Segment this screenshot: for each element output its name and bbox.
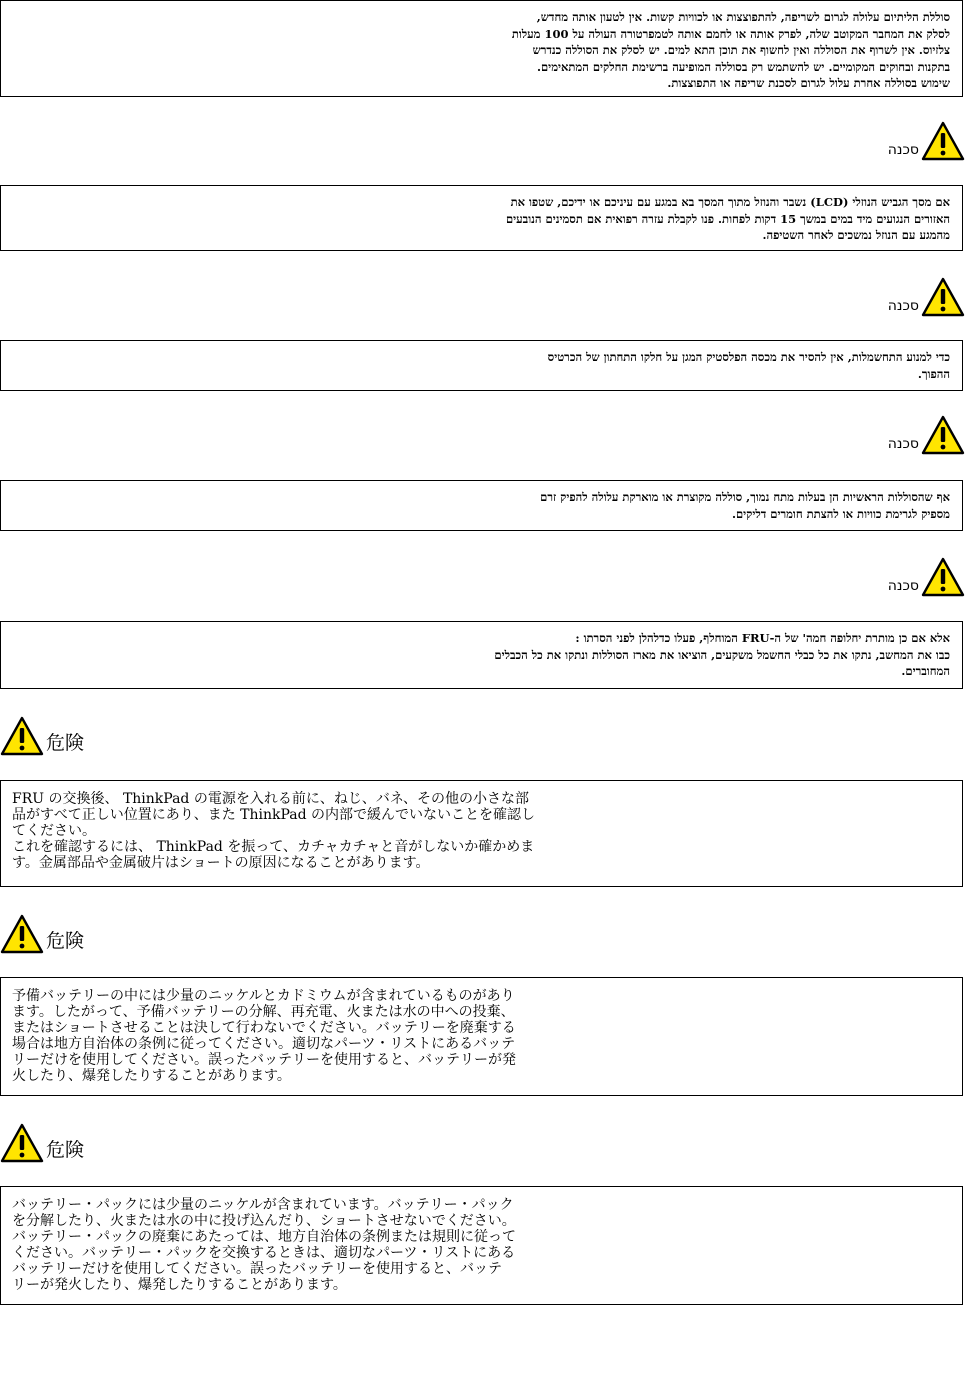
warning-triangle-icon [921, 557, 965, 597]
notice-line: 場合は地方自治体の条例に従ってください。適切なパーツ・リストにあるバッテ [12, 1036, 516, 1052]
short-circuit-danger-notice [0, 480, 963, 531]
notice-line: 火したり、爆発したりすることがあります。 [12, 1068, 291, 1084]
danger-header [845, 414, 965, 456]
notice-line: てください。 [12, 823, 96, 839]
danger-label: סכנה [887, 142, 919, 158]
notice-line: リーだけを使用してください。誤ったバッテリーを使用すると、バッテリーが発 [12, 1052, 516, 1068]
notice-line: ください。バッテリー・パックを交換するときは、適切なパーツ・リストにある [12, 1245, 516, 1261]
warning-triangle-icon [921, 121, 965, 161]
danger-label: סכנה [887, 578, 919, 594]
danger-header [0, 712, 84, 756]
danger-label: סכנה [887, 298, 919, 314]
notice-line: כדי למנוע התחשמלות, אין להסיר את מכסה הפלסטיק המגן על חלקו התחתון של הכרטיס [547, 350, 950, 364]
notice-line: האזורים הנגועים מיד במים במשך 15 דקות לפחות. פנו לקבלת עזרה רפואית אם תסמינים הנובעים [505, 211, 950, 226]
danger-header [845, 276, 965, 318]
notice-line: バッテリーだけを使用してください。誤ったバッテリーを使用すると、バッテ [12, 1261, 502, 1277]
danger-label: 危険 [46, 930, 85, 952]
notice-line: אף שהסוללות הראשיות הן בעלות מתח נמוך, סוללה מקוצרת או מוארקת עלולה להפיק זרם [540, 490, 950, 504]
notice-line: המחוברים. [901, 664, 950, 678]
notice-line: リーが発火したり、爆発したりすることがあります。 [12, 1277, 347, 1293]
warning-triangle-icon [921, 415, 965, 455]
danger-header [845, 556, 965, 598]
notice-line: אם מסך הגביש הנוזלי (LCD) נשבר והנוזל מתוך המסך בא במגע עם עיניכם או ידיכם, שטפו את [510, 195, 950, 209]
warning-triangle-icon [0, 716, 44, 756]
notice-line: בתקנות ובחוקים המקומיים. יש להשתמש רק בסוללה המופיעה ברשימת החלקים המתאימים. [537, 59, 950, 74]
warning-triangle-icon [0, 914, 44, 954]
notice-line: ます。したがって、予備バッテリーの分解、再充電、火または水の中への投棄、 [12, 1004, 515, 1020]
danger-header [845, 120, 965, 162]
notice-line: これを確認するには、 ThinkPad を振って、カチャカチャと音がしないか確かめま [12, 839, 535, 855]
spare-battery-notice [0, 977, 963, 1096]
notice-line: סוללת הליתיום עלולה לגרום לשריפה, להתפוצצות או לכוויות קשות. אין לטעון אותה מחדש, [536, 10, 950, 24]
lcd-danger-notice [0, 185, 963, 251]
danger-label: 危険 [46, 732, 85, 754]
notice-line: אלא אם כן מותרת יחלופה חמה' של ה-FRU המוחלף, פעלו כדלהלן לפני הסרתו : [575, 631, 950, 645]
notice-line: ההפוך. [917, 366, 950, 381]
notice-line: שימוש בסוללה אחרת עלול לגרום לסכנת שריפה או התפוצצות. [667, 76, 950, 90]
notice-line: צלזיוס. אין לשרוף את הסוללה ואין לחשוף את תוכן התא למים. יש לסלק את הסוללה כנדרש [532, 43, 950, 57]
notice-line: לסלק את המחבר המקוטב שלה, לפרק אותה או לחמם אותה לטמפרטורה העולה על 100 מעלות [511, 26, 950, 41]
danger-header [0, 1119, 84, 1163]
lithium-battery-notice [0, 0, 963, 97]
notice-line: またはショートさせることは決して行わないでください。バッテリーを廃棄する [12, 1020, 516, 1036]
notice-line: מהמגע עם הנוזל נמשכים לאחר השטיפה. [762, 228, 950, 242]
notice-line: バッテリー・パックには少量のニッケルが含まれています。バッテリー・パック [12, 1197, 514, 1213]
danger-label: סכנה [887, 436, 919, 452]
notice-line: FRU の交換後、 ThinkPad の電源を入れる前に、ねじ、バネ、その他の小さな部 [12, 791, 529, 807]
notice-line: バッテリー・パックの廃棄にあたっては、地方自治体の条例または規則に従って [12, 1229, 516, 1245]
notice-line: כבו את המחשב, נתקו את כל כבלי החשמל משקעים, הוציאו את מארז הסוללות ונתקו את כל הכבלים [494, 647, 950, 662]
warning-triangle-icon [921, 277, 965, 317]
danger-label: 危険 [46, 1139, 85, 1161]
notice-line: 予備バッテリーの中には少量のニッケルとカドミウムが含まれているものがあり [12, 988, 515, 1004]
notice-line: מספיק לגרימת כוויות או להצתת חומרים דליקים. [731, 506, 950, 521]
battery-pack-notice [0, 1186, 963, 1305]
fru-loose-parts-notice [0, 780, 963, 887]
shock-danger-notice [0, 340, 963, 391]
notice-line: を分解したり、火または水の中に投げ込んだり、ショートさせないでください。 [12, 1213, 516, 1229]
fru-removal-danger-notice [0, 621, 963, 689]
notice-line: す。金属部品や金属破片はショートの原因になることがあります。 [12, 855, 430, 871]
danger-header [0, 910, 84, 954]
notice-line: 品がすべて正しい位置にあり、また ThinkPad の内部で緩んでいないことを確認し [12, 807, 536, 823]
warning-triangle-icon [0, 1123, 44, 1163]
